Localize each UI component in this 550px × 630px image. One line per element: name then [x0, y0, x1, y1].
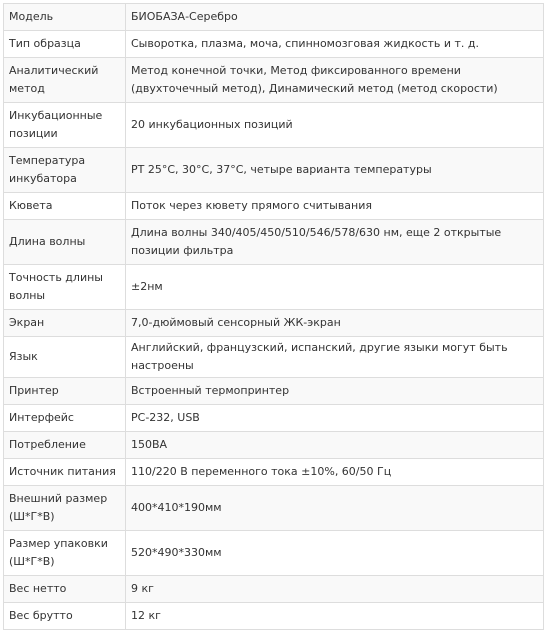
- table-row: [4, 310, 544, 337]
- spec-label: Источник питания: [4, 459, 126, 486]
- spec-value: Длина волны 340/405/450/510/546/578/630 нм, еще 2 открытые позиции фильтра: [126, 220, 544, 265]
- spec-label: Вес брутто: [4, 603, 126, 630]
- table-row: [4, 4, 544, 31]
- spec-value: 9 кг: [126, 576, 544, 603]
- spec-label: Размер упаковки (Ш*Г*В): [4, 531, 126, 576]
- spec-value: 20 инкубационных позиций: [126, 103, 544, 148]
- spec-label: Принтер: [4, 378, 126, 405]
- table-row: [4, 378, 544, 405]
- table-row: [4, 576, 544, 603]
- spec-label: Потребление: [4, 432, 126, 459]
- spec-value: 110/220 В переменного тока ±10%, 60/50 Гц: [126, 459, 544, 486]
- table-row: [4, 265, 544, 310]
- table-row: [4, 432, 544, 459]
- spec-value: Поток через кювету прямого считывания: [126, 193, 544, 220]
- spec-label: Интерфейс: [4, 405, 126, 432]
- spec-label: Модель: [4, 4, 126, 31]
- spec-value: 400*410*190мм: [126, 486, 544, 531]
- table-row: [4, 486, 544, 531]
- spec-label: Температура инкубатора: [4, 148, 126, 193]
- spec-value: 150ВА: [126, 432, 544, 459]
- spec-value: Английский, французский, испанский, другие языки могут быть настроены: [126, 337, 544, 378]
- spec-value: 7,0-дюймовый сенсорный ЖК-экран: [126, 310, 544, 337]
- spec-value: 520*490*330мм: [126, 531, 544, 576]
- specifications-table-body: [4, 4, 544, 630]
- table-row: [4, 459, 544, 486]
- spec-value: Встроенный термопринтер: [126, 378, 544, 405]
- specifications-table: [3, 3, 544, 630]
- spec-label: Точность длины волны: [4, 265, 126, 310]
- spec-label: Тип образца: [4, 31, 126, 58]
- table-row: [4, 220, 544, 265]
- spec-value: 12 кг: [126, 603, 544, 630]
- spec-label: Внешний размер (Ш*Г*В): [4, 486, 126, 531]
- spec-label: Аналитический метод: [4, 58, 126, 103]
- spec-label: Вес нетто: [4, 576, 126, 603]
- spec-value: РС-232, USB: [126, 405, 544, 432]
- spec-value: БИОБАЗА-Серебро: [126, 4, 544, 31]
- table-row: [4, 337, 544, 378]
- table-row: [4, 58, 544, 103]
- spec-label: Язык: [4, 337, 126, 378]
- table-row: [4, 193, 544, 220]
- table-row: [4, 31, 544, 58]
- table-row: [4, 531, 544, 576]
- spec-label: Длина волны: [4, 220, 126, 265]
- spec-label: Кювета: [4, 193, 126, 220]
- spec-value: РТ 25°C, 30°C, 37°C, четыре варианта температуры: [126, 148, 544, 193]
- table-row: [4, 405, 544, 432]
- spec-label: Экран: [4, 310, 126, 337]
- table-row: [4, 103, 544, 148]
- spec-value: Сыворотка, плазма, моча, спинномозговая жидкость и т. д.: [126, 31, 544, 58]
- spec-value: Метод конечной точки, Метод фиксированного времени (двухточечный метод), Динамический метод (метод скорости): [126, 58, 544, 103]
- table-row: [4, 148, 544, 193]
- spec-label: Инкубационные позиции: [4, 103, 126, 148]
- table-row: [4, 603, 544, 630]
- spec-value: ±2нм: [126, 265, 544, 310]
